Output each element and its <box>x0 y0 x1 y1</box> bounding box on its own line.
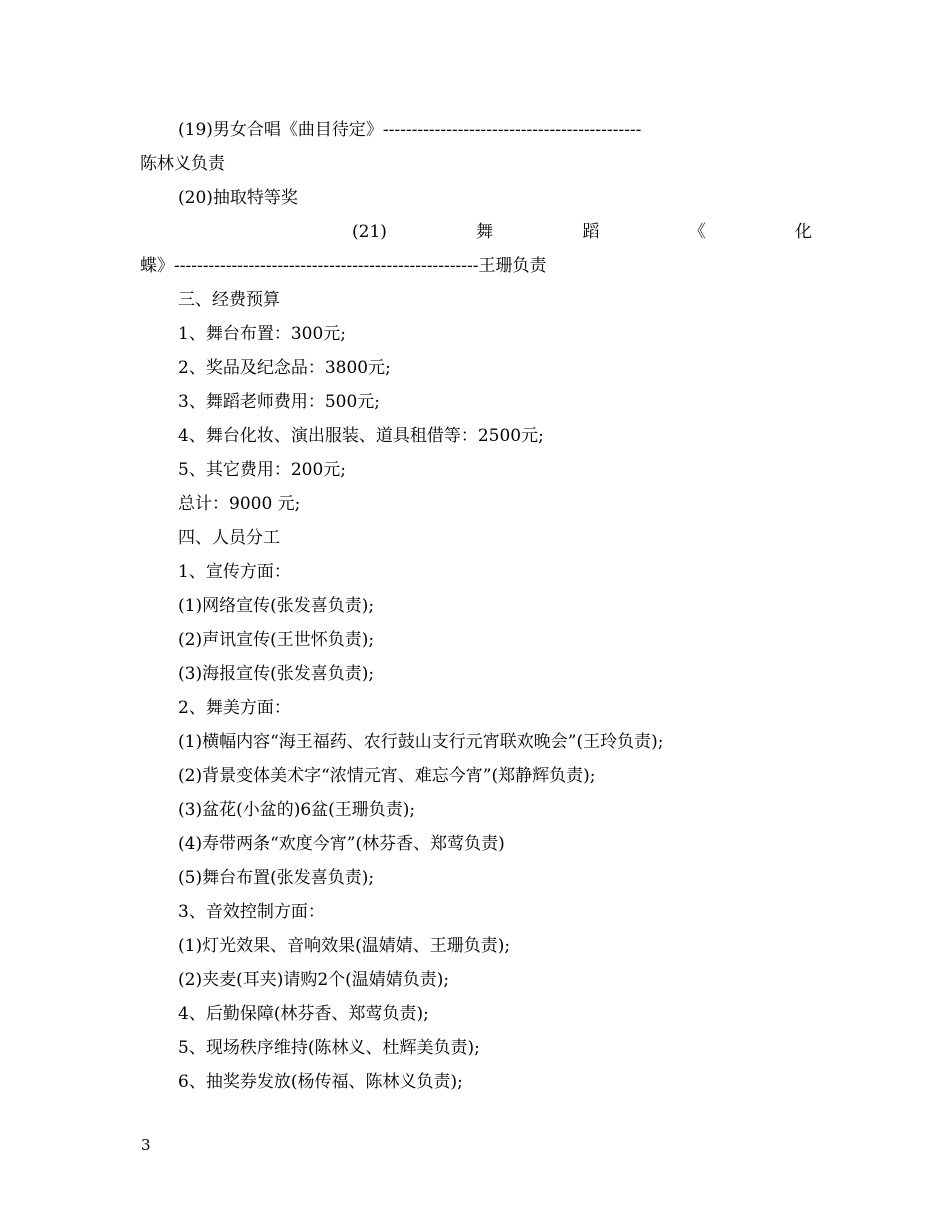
task-item: (4)寿带两条“欢度今宵”(林芬香、郑莺负责) <box>178 834 505 854</box>
task-item: (2)夹麦(耳夹)请购2个(温婧婧负责); <box>178 970 450 990</box>
budget-item: 5、其它费用：200元; <box>178 460 346 480</box>
budget-total: 总计：9000 元; <box>178 494 301 514</box>
program-item-19: (19)男女合唱《曲目待定》--------------------------------------------- <box>178 120 642 140</box>
subsection-heading: 2、舞美方面： <box>178 698 291 718</box>
budget-item: 4、舞台化妆、演出服装、道具租借等：2500元; <box>178 426 544 446</box>
item21-part: (21) <box>352 222 387 242</box>
program-item-19-owner: 陈林义负责 <box>140 154 225 174</box>
program-item-21-spread <box>140 220 812 244</box>
item21-part: 化 <box>794 222 812 242</box>
task-item: (5)舞台布置(张发喜负责); <box>178 868 375 888</box>
program-item-20: (20)抽取特等奖 <box>178 188 298 208</box>
subsection-heading: 3、音效控制方面： <box>178 902 325 922</box>
budget-item: 3、舞蹈老师费用：500元; <box>178 392 380 412</box>
subsection-heading: 1、宣传方面： <box>178 562 291 582</box>
task-item: 5、现场秩序维持(陈林义、杜辉美负责); <box>178 1038 480 1058</box>
item21-part: 《 <box>688 222 706 242</box>
task-item: (1)灯光效果、音响效果(温婧婧、王珊负责); <box>178 936 511 956</box>
task-item: (2)声讯宣传(王世怀负责); <box>178 630 375 650</box>
task-item: (3)海报宣传(张发喜负责); <box>178 664 375 684</box>
task-item: 4、后勤保障(林芬香、郑莺负责); <box>178 1004 429 1024</box>
item21-part: 舞 <box>476 222 494 242</box>
budget-item: 2、奖品及纪念品：3800元; <box>178 358 391 378</box>
task-item: (2)背景变体美术字“浓情元宵、难忘今宵”(郑静辉负责); <box>178 766 596 786</box>
item21-part: 蹈 <box>582 222 600 242</box>
program-item-21-owner: 蝶》-----------------------------------------------------王珊负责 <box>140 256 547 276</box>
budget-item: 1、舞台布置：300元; <box>178 324 346 344</box>
section-heading-budget: 三、经费预算 <box>178 290 280 310</box>
task-item: (1)网络宣传(张发喜负责); <box>178 596 375 616</box>
task-item: 6、抽奖券发放(杨传福、陈林义负责); <box>178 1072 463 1092</box>
section-heading-staffing: 四、人员分工 <box>178 528 280 548</box>
page-number: 3 <box>141 1136 151 1154</box>
task-item: (3)盆花(小盆的)6盆(王珊负责); <box>178 800 416 820</box>
task-item: (1)横幅内容“海王福药、农行鼓山支行元宵联欢晚会”(王玲负责); <box>178 732 664 752</box>
